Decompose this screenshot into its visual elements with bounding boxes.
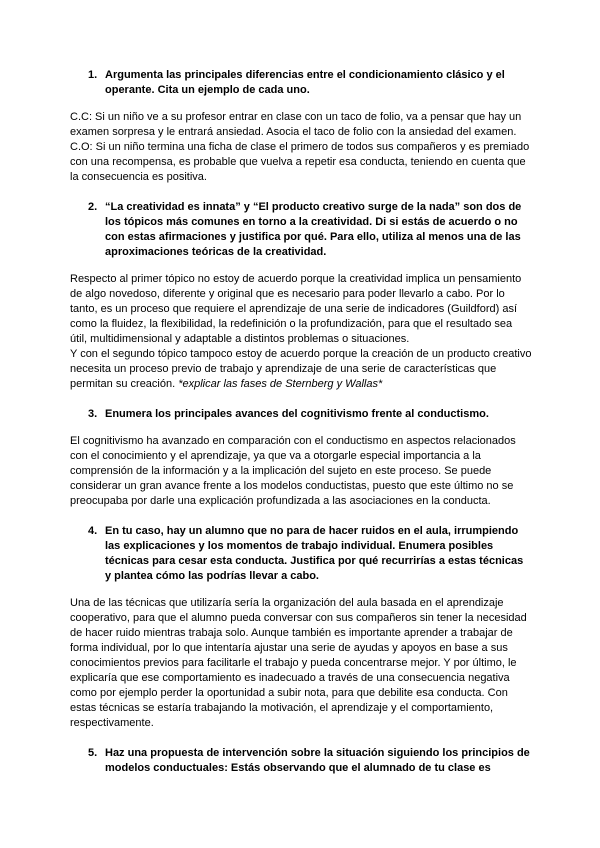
answer-paragraph-4 xyxy=(70,596,532,731)
question-text: “La creatividad es innata” y “El producto creativo surge de la nada” son dos de los tópicos más comunes en torno a la creatividad. Di si estás de acuerdo o no con estas afirmaciones y justifica por qué. Para ello, utiliza al menos una de las aproximaciones teóricas de la creatividad. xyxy=(105,201,522,258)
question-item-3 xyxy=(70,407,532,422)
answer-run: Respecto al primer tópico no estoy de acuerdo porque la creatividad implica un pensamiento de algo novedoso, diferente y original que es necesario para poder llevarlo a cabo. Por lo tanto, es un proceso que requiere el aprendizaje de una serie de indicadores (Guildford) así como la fluidez, la flexibilidad, la redefinición o la profundización, para que el resultado sea útil, multidimensional y adaptable a distintos problemas o situaciones. xyxy=(70,273,522,345)
italic-note: *explicar las fases de Sternberg y Wallas* xyxy=(178,378,383,390)
answer-run: Una de las técnicas que utilizaría sería la organización del aula basada en el aprendizaje cooperativo, para que el alumno pueda conversar con sus compañeros sin tener la necesidad de hacer ruido mientras trabaja solo. Aunque también es importante aprender a trabajar de forma individual, por lo que intentaría ajustar una serie de ayudas y apoyos en base a sus conocimientos previos para facilitarle el trabajo y pueda concentrarse mejor. Y por último, le explicaría que ese comportamiento es inadecuado a través de una consecuencia negativa como por ejemplo perder la oportunidad a subir nota, para que debilite esa conducta. Con estas técnicas se estaría trabajando la motivación, el aprendizaje y el comportamiento, respectivamente. xyxy=(70,597,527,729)
question-text: Argumenta las principales diferencias entre el condicionamiento clásico y el operante. Cita un ejemplo de cada uno. xyxy=(105,69,505,96)
question-number: 1. xyxy=(88,69,98,81)
question-number: 5. xyxy=(88,747,98,759)
question-text: Haz una propuesta de intervención sobre la situación siguiendo los principios de modelos conductuales: Estás observando que el alumnado de tu clase es xyxy=(105,747,530,774)
question-number: 4. xyxy=(88,525,98,537)
answer-run: El cognitivismo ha avanzado en comparación con el conductismo en aspectos relacionados con el conocimiento y el aprendizaje, ya que va a otorgarle especial importancia a la comprensión de la información y a la implicación del sujeto en este proceso. Se puede considerar un gran avance frente a los modelos conductistas, puesto que este último no se preocupaba por darle una explicación profundizada a las asociaciones en la conducta. xyxy=(70,435,516,507)
answer-paragraph-2 xyxy=(70,272,532,392)
question-number: 2. xyxy=(88,201,98,213)
question-item-1 xyxy=(70,68,532,98)
question-text: En tu caso, hay un alumno que no para de hacer ruidos en el aula, irrumpiendo las explicaciones y los momentos de trabajo individual. Enumera posibles técnicas para cesar esta conducta. Justifica por qué recurrirías a estas técnicas y plantea cómo las podrías llevar a cabo. xyxy=(105,525,524,582)
answer-run: C.O: Si un niño termina una ficha de clase el primero de todos sus compañeros y es premiado con una recompensa, es probable que vuelva a repetir esa conducta, teniendo en cuenta que la consecuencia es positiva. xyxy=(70,141,530,183)
question-text: Enumera los principales avances del cognitivismo frente al conductismo. xyxy=(105,408,489,420)
question-number: 3. xyxy=(88,408,98,420)
answer-run: Y con el segundo tópico tampoco estoy de acuerdo porque la creación de un producto creativo necesita un proceso previo de trabajo y aprendizaje de una serie de características que permitan su creación. xyxy=(70,348,532,390)
question-item-2 xyxy=(70,200,532,260)
answer-paragraph-3 xyxy=(70,434,532,509)
answer-run: C.C: Si un niño ve a su profesor entrar en clase con un taco de folio, va a pensar que hay un examen sorpresa y le entrará ansiedad. Asocia el taco de folio con la ansiedad del examen. xyxy=(70,111,522,138)
question-item-4 xyxy=(70,524,532,584)
answer-paragraph-1 xyxy=(70,110,532,185)
question-item-5 xyxy=(70,746,532,776)
